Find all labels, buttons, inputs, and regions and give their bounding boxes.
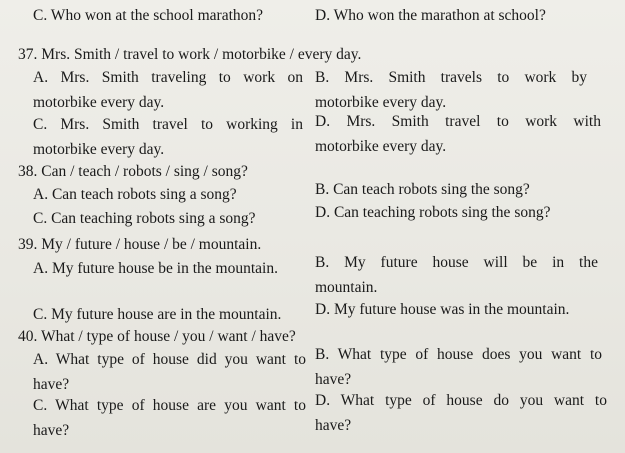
q40-option-d-line1: D. What type of house do you want to [315, 392, 607, 409]
q37-option-c-line2: motorbike every day. [33, 141, 165, 158]
q40-option-c-line1: C. What type of house are you want to [33, 397, 306, 414]
q39-option-a: A. My future house be in the mountain. [33, 260, 278, 277]
q38-option-b: B. Can teach robots sing the song? [315, 181, 530, 198]
q37-prompt: 37. Mrs. Smith / travel to work / motorbike / every day. [18, 46, 362, 63]
q40-option-a-line1: A. What type of house did you want to [33, 351, 306, 368]
q40-option-a-line2: have? [33, 376, 70, 393]
q37-option-d-line2: motorbike every day. [315, 138, 447, 155]
q38-option-c: C. Can teaching robots sing a song? [33, 210, 256, 227]
q38-option-d: D. Can teaching robots sing the song? [315, 204, 551, 221]
q40-option-b-line1: B. What type of house does you want to [315, 346, 602, 363]
q40-option-c-line2: have? [33, 422, 70, 439]
q38-option-a: A. Can teach robots sing a song? [33, 186, 237, 203]
q37-option-a-line1: A. Mrs. Smith traveling to work on [33, 69, 303, 86]
q39-option-b-line1: B. My future house will be in the [315, 254, 598, 271]
q39-option-b-line2: mountain. [315, 279, 378, 296]
q39-option-c: C. My future house are in the mountain. [33, 306, 282, 323]
q39-prompt: 39. My / future / house / be / mountain. [18, 236, 262, 253]
q37-option-d-line1: D. Mrs. Smith travel to work with [315, 113, 601, 130]
q39-option-d: D. My future house was in the mountain. [315, 301, 570, 318]
q36-option-d: D. Who won the marathon at school? [315, 7, 546, 24]
q40-option-b-line2: have? [315, 371, 352, 388]
q37-option-c-line1: C. Mrs. Smith travel to working in [33, 116, 303, 133]
q37-option-a-line2: motorbike every day. [33, 94, 165, 111]
q40-option-d-line2: have? [315, 417, 352, 434]
q37-option-b-line2: motorbike every day. [315, 94, 447, 111]
q36-option-c: C. Who won at the school marathon? [33, 7, 264, 24]
q37-option-b-line1: B. Mrs. Smith travels to work by [315, 69, 587, 86]
q40-prompt: 40. What / type of house / you / want / have? [18, 328, 296, 345]
q38-prompt: 38. Can / teach / robots / sing / song? [18, 163, 248, 180]
